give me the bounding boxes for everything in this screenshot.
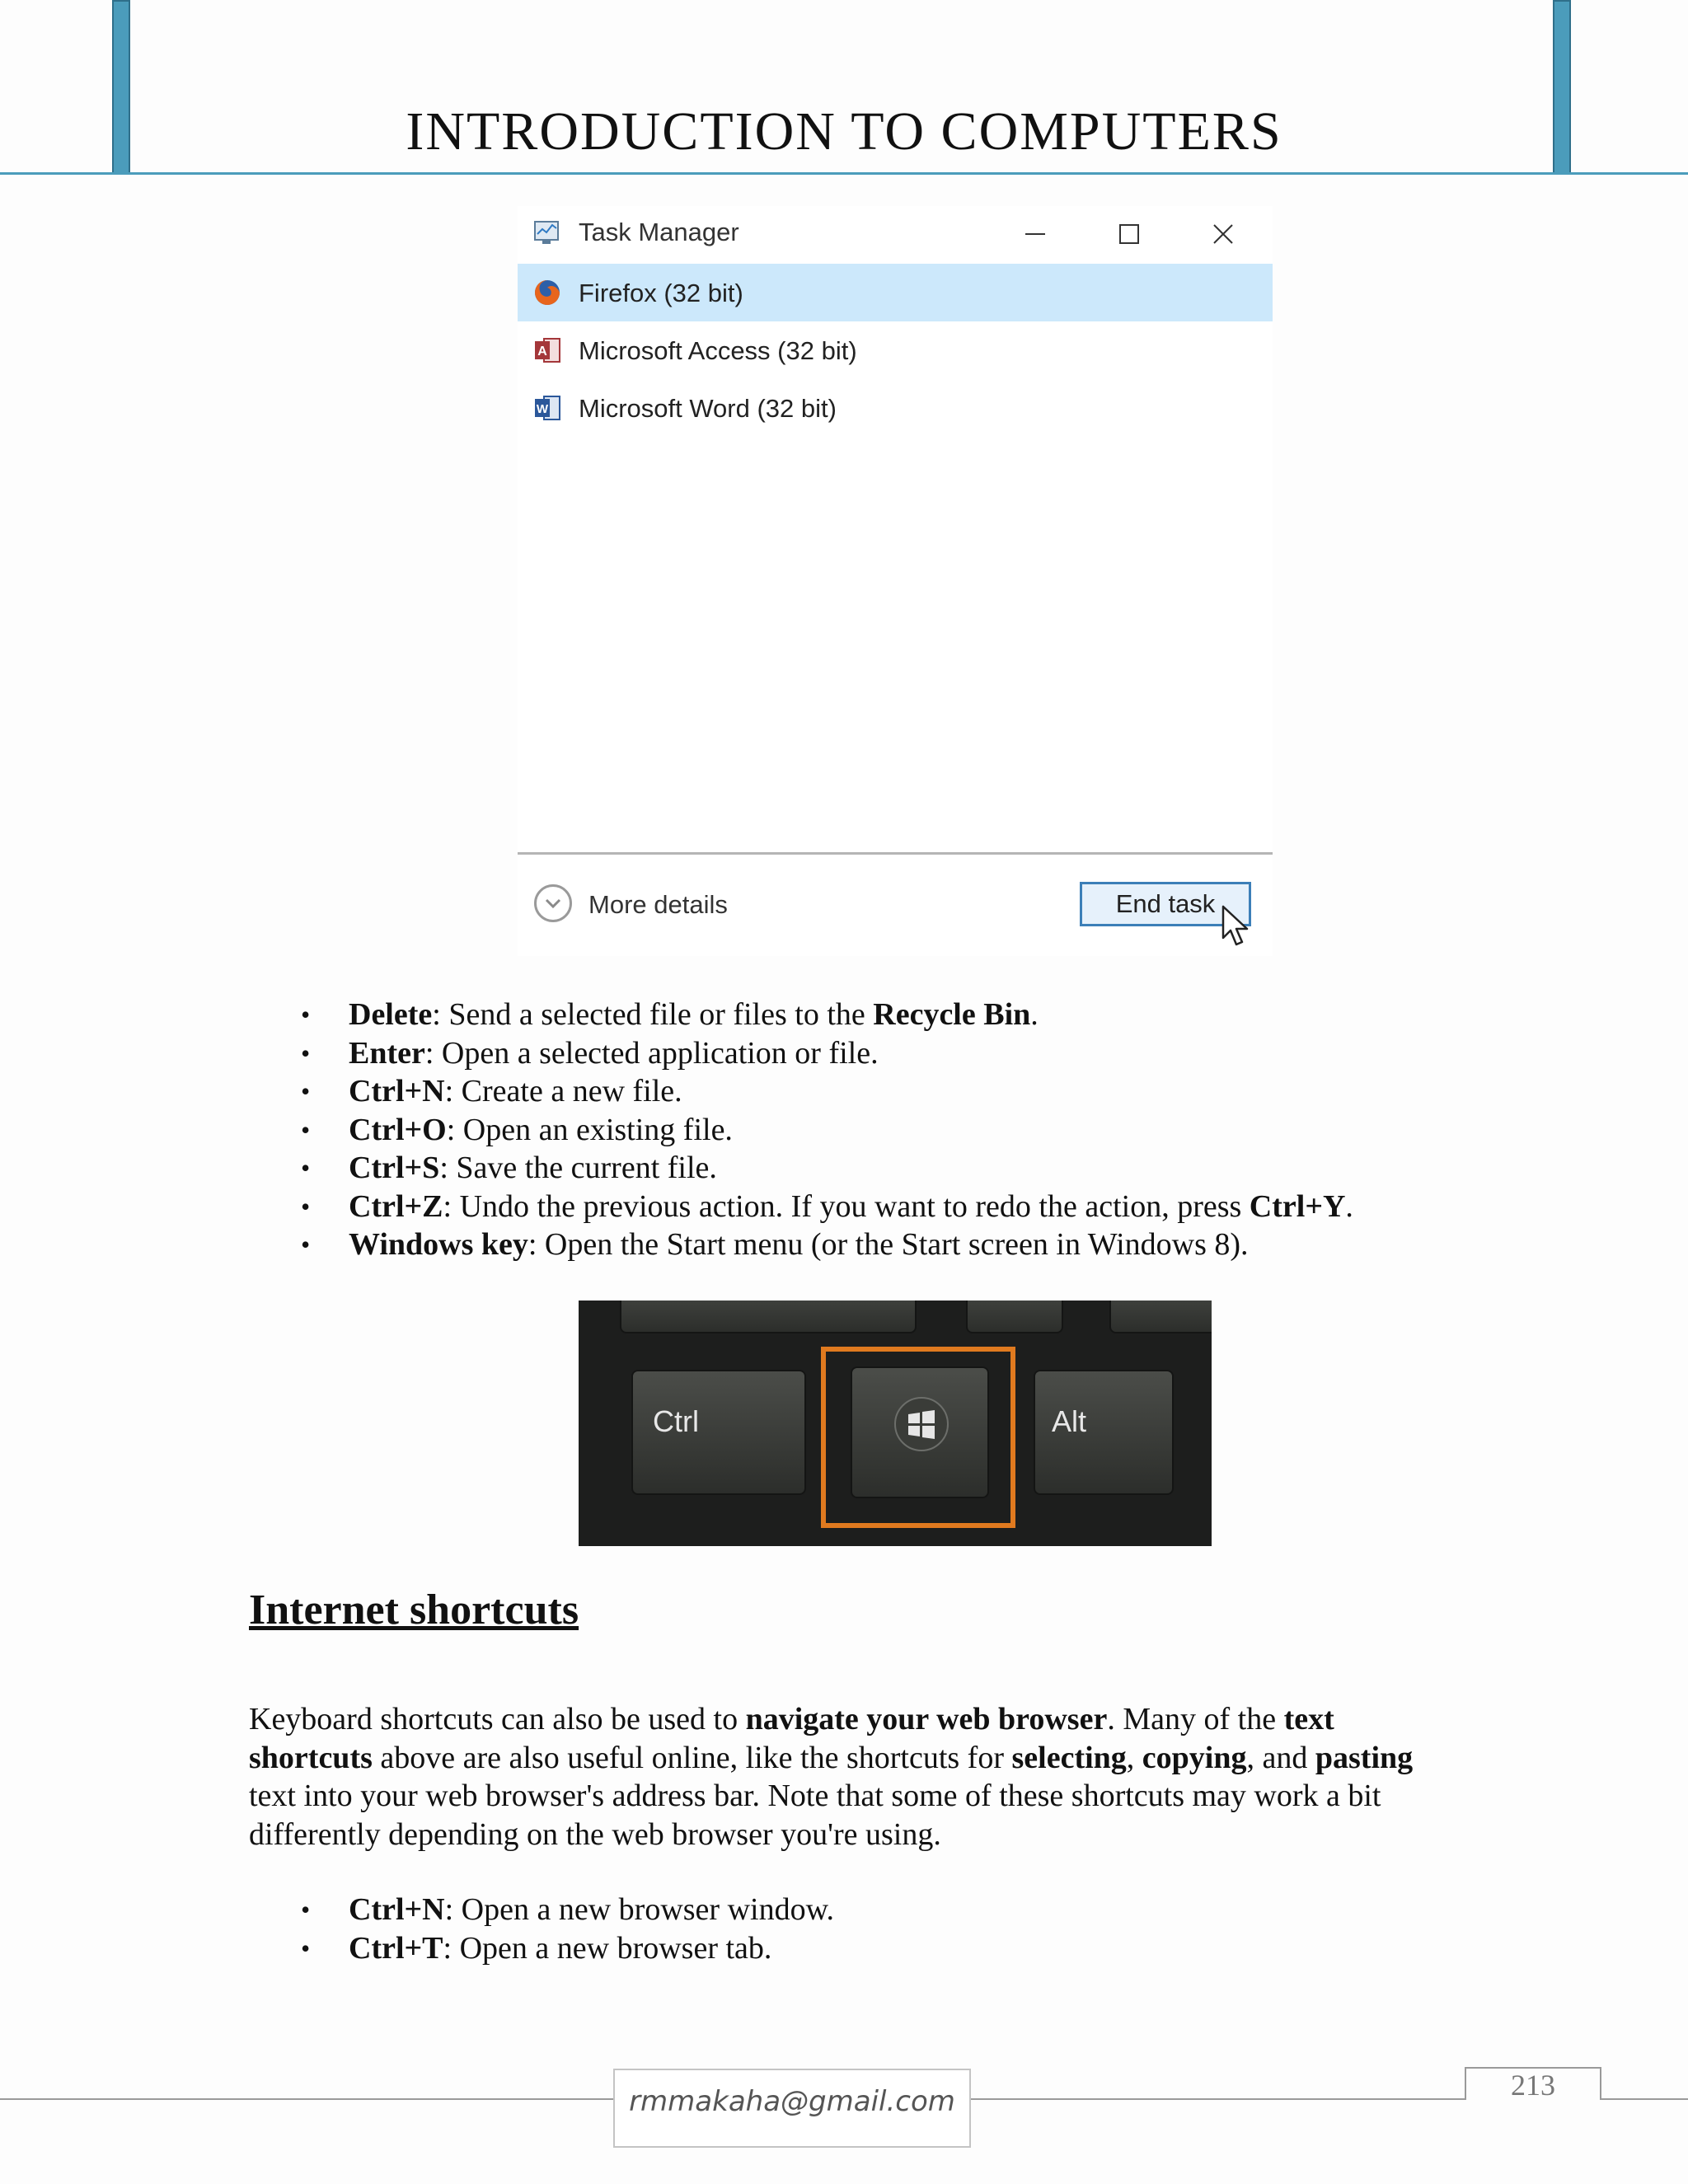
page-number: 213	[1465, 2067, 1601, 2100]
keyboard-key	[1109, 1301, 1212, 1333]
list-item: • Ctrl+T: Open a new browser tab.	[349, 1929, 834, 1968]
app-row-word[interactable]	[518, 379, 1273, 437]
shortcut-list	[349, 996, 1353, 1264]
list-item: • Ctrl+O: Open an existing file.	[349, 1111, 1353, 1150]
chevron-down-icon	[534, 884, 572, 922]
footer-rule-left	[0, 2098, 615, 2100]
app-row-firefox[interactable]	[518, 264, 1273, 321]
page-title: INTRODUCTION TO COMPUTERS	[406, 101, 1282, 162]
list-item: • Windows key: Open the Start menu (or the Start screen in Windows 8).	[349, 1226, 1353, 1264]
task-manager-divider	[518, 852, 1273, 855]
section-paragraph: Keyboard shortcuts can also be used to navigate your web browser. Many of the text shortcuts above are also useful online, like the shortcuts for selecting, copying, and pasting text into your web browser's address bar. Note that some of these shortcuts may work a bit differently depending on the web browser you're using.	[249, 1702, 1414, 1852]
mouse-cursor-icon	[1220, 905, 1253, 949]
word-icon	[532, 393, 562, 423]
list-item: • Delete: Send a selected file or files to the Recycle Bin.	[349, 996, 1353, 1034]
highlight-box	[821, 1347, 1015, 1528]
task-manager-window	[518, 206, 1273, 956]
footer-rule-right	[1601, 2098, 1688, 2100]
app-label: Microsoft Word (32 bit)	[579, 394, 837, 423]
list-item: • Ctrl+Z: Undo the previous action. If you want to redo the action, press Ctrl+Y.	[349, 1188, 1353, 1226]
keyboard-key	[966, 1301, 1063, 1333]
list-item: • Ctrl+N: Create a new file.	[349, 1072, 1353, 1111]
header-rule	[0, 172, 1688, 175]
task-manager-title: Task Manager	[579, 218, 739, 246]
close-icon[interactable]	[1207, 218, 1240, 251]
keyboard-key	[620, 1301, 917, 1333]
svg-text:A: A	[537, 344, 547, 359]
app-label: Microsoft Access (32 bit)	[579, 336, 857, 365]
section-heading: Internet shortcuts	[249, 1586, 579, 1633]
footer-rule-mid	[969, 2098, 1465, 2100]
app-row-access[interactable]	[518, 321, 1273, 379]
svg-text:W: W	[536, 402, 549, 416]
maximize-icon[interactable]	[1113, 218, 1146, 251]
minimize-icon[interactable]	[1019, 218, 1052, 251]
task-manager-icon	[532, 218, 562, 247]
ctrl-key: Ctrl	[631, 1370, 806, 1495]
task-manager-titlebar	[518, 206, 1273, 259]
list-item: • Enter: Open a selected application or file.	[349, 1034, 1353, 1073]
alt-key: Alt	[1034, 1370, 1174, 1495]
footer-email-box	[613, 2069, 971, 2148]
firefox-icon	[532, 278, 562, 307]
list-item: • Ctrl+N: Open a new browser window.	[349, 1891, 834, 1929]
list-item: • Ctrl+S: Save the current file.	[349, 1149, 1353, 1188]
access-icon	[532, 335, 562, 365]
app-label: Firefox (32 bit)	[579, 279, 743, 307]
end-task-button[interactable]: End task	[1080, 882, 1251, 926]
keyboard-photo	[579, 1301, 1212, 1546]
footer-email: rmmakaha@gmail.com	[629, 2085, 955, 2118]
internet-shortcut-list	[349, 1891, 834, 1967]
more-details-label: More details	[588, 890, 728, 919]
